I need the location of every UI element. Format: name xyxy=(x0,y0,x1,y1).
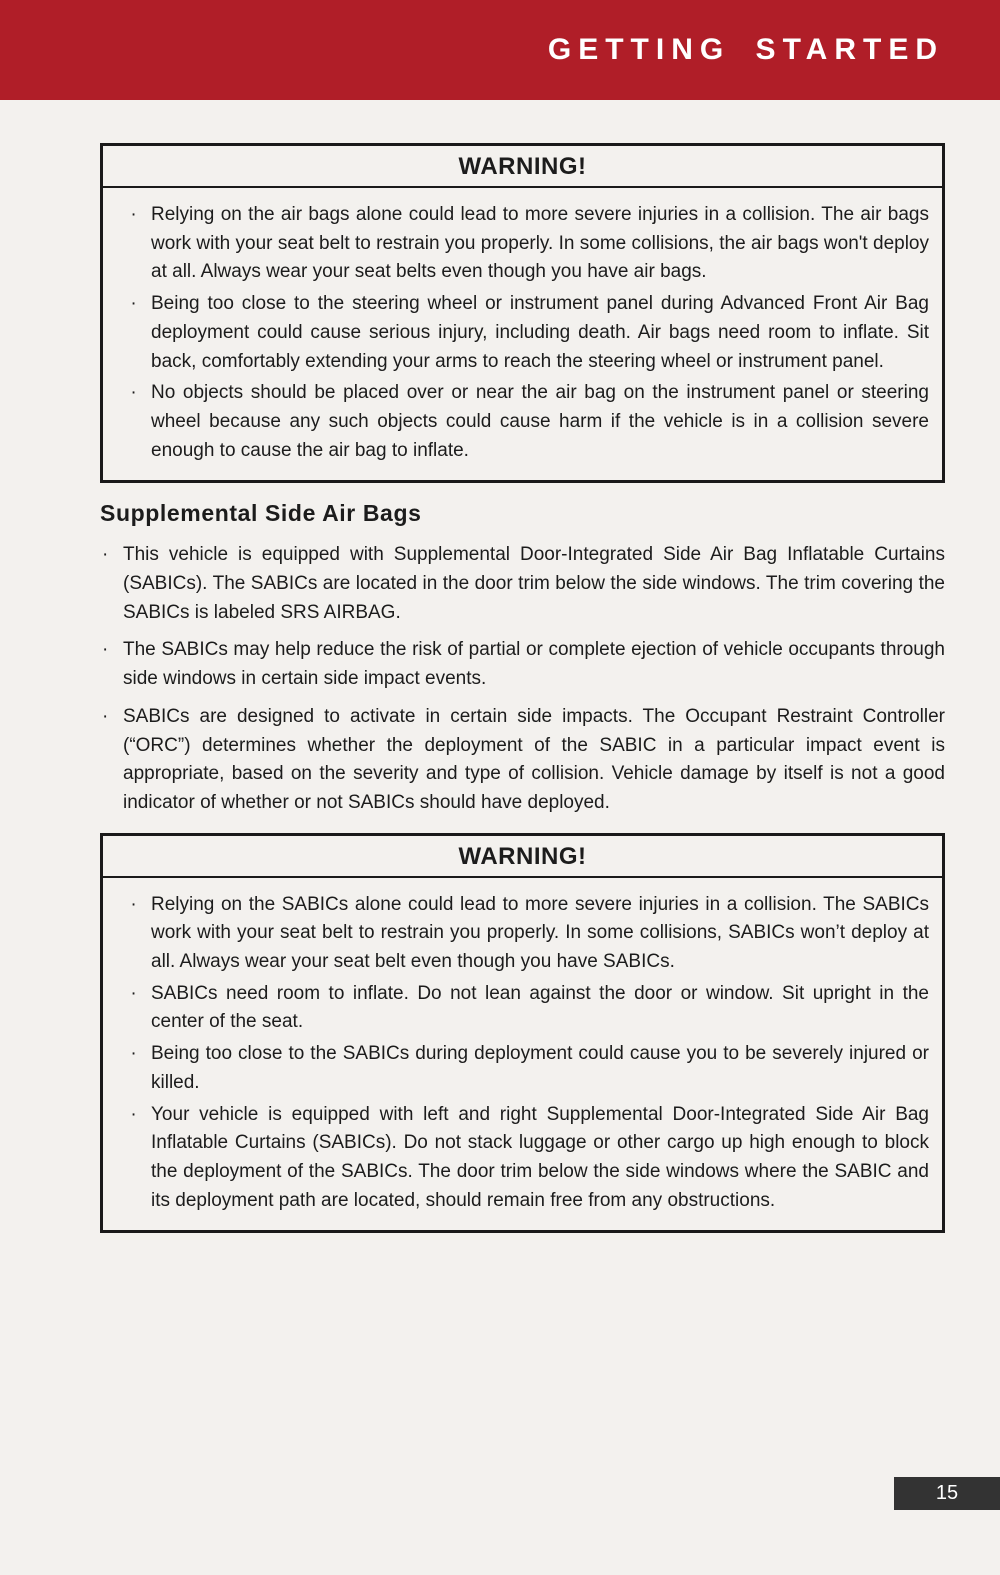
bullet-text: Being too close to the steering wheel or instrument panel during Advanced Front Air Bag deployment could cause serious injury, including death. Air bags need room to inflate. Sit back, comfortably extending your arms to reach the steering wheel or instrument panel. xyxy=(151,293,929,372)
bullet-icon: · xyxy=(130,1103,137,1125)
page-number-box xyxy=(894,1477,1000,1510)
bullet-icon: · xyxy=(130,1043,137,1065)
chapter-title: GETTING STARTED xyxy=(547,33,944,66)
bullet-icon: · xyxy=(102,544,109,566)
page-content xyxy=(0,100,1000,1233)
page-number: 15 xyxy=(935,1482,959,1504)
bullet-icon: · xyxy=(102,705,109,727)
section-bullet xyxy=(100,541,945,627)
bullet-text: No objects should be placed over or near the air bag on the instrument panel or steering wheel because any such objects could cause harm if the vehicle is in a collision severe enough to cause the air bag to inflate. xyxy=(151,382,929,461)
bullet-text: Relying on the air bags alone could lead to more severe injuries in a collision. The air bags work with your seat belt to restrain you properly. In some collisions, the air bags won't deploy at all. Always wear your seat belts even though you have air bags. xyxy=(151,204,929,283)
warning-box-front-airbags xyxy=(100,143,945,483)
section-bullet xyxy=(100,636,945,693)
bullet-text: The SABICs may help reduce the risk of partial or complete ejection of vehicle occupants through side windows in certain side impact events. xyxy=(123,639,945,690)
bullet-icon: · xyxy=(130,382,137,404)
warning-box-body xyxy=(103,878,942,1231)
bullet-icon: · xyxy=(130,204,137,225)
bullet-icon: · xyxy=(130,982,137,1004)
warning-bullet xyxy=(116,1040,929,1097)
bullet-text: SABICs need room to inflate. Do not lean against the door or window. Sit upright in the center of the seat. xyxy=(151,982,929,1033)
warning-bullet xyxy=(116,891,929,977)
warning-bullet xyxy=(116,980,929,1037)
bullet-text: This vehicle is equipped with Supplemental Door-Integrated Side Air Bag Inflatable Curtains (SABICs). The SABICs are located in the door trim below the side windows. The trim covering the SABICs is labeled SRS AIRBAG. xyxy=(123,544,945,623)
bullet-text: Your vehicle is equipped with left and right Supplemental Door-Integrated Side Air Bag Inflatable Curtains (SABICs). Do not stack luggage or other cargo up high enough to block the deployment of the SABICs. The door trim below the side windows where the SABIC and its deployment path are located, should remain free from any obstructions. xyxy=(151,1103,929,1211)
warning-bullet xyxy=(116,1101,929,1216)
warning-bullet xyxy=(116,201,929,287)
warning-box-title: WARNING! xyxy=(103,146,942,188)
bullet-text: Being too close to the SABICs during deployment could cause you to be severely injured or killed. xyxy=(151,1043,929,1093)
warning-box-title: WARNING! xyxy=(103,836,942,878)
section-heading: Supplemental Side Air Bags xyxy=(100,500,422,527)
warning-bullet xyxy=(116,379,929,465)
bullet-icon: · xyxy=(130,893,137,915)
chapter-banner xyxy=(0,0,1000,100)
bullet-text: SABICs are designed to activate in certain side impacts. The Occupant Restraint Controller (“ORC”) determines whether the deployment of the SABIC in a particular impact event is appropriate, based on the severity and type of collision. Vehicle damage by itself is not a good indicator of whether or not SABICs should have deployed. xyxy=(123,705,945,813)
bullet-icon: · xyxy=(102,639,109,661)
warning-bullet xyxy=(116,290,929,376)
section-body xyxy=(100,541,945,817)
warning-box-body xyxy=(103,188,942,480)
bullet-icon: · xyxy=(130,293,137,315)
bullet-text: Relying on the SABICs alone could lead to more severe injuries in a collision. The SABICs work with your seat belt to restrain you properly. In some collisions, SABICs won’t deploy at all. Always wear your seat belt even though you have SABICs. xyxy=(151,893,929,973)
section-bullet xyxy=(100,703,945,818)
warning-box-sabics xyxy=(100,833,945,1234)
